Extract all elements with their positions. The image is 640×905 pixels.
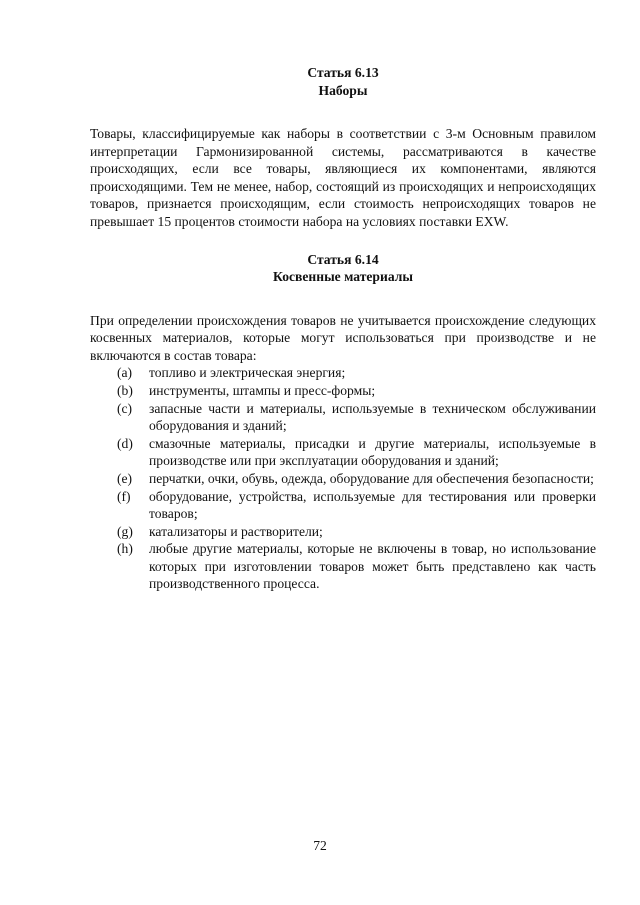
list-item — [117, 523, 596, 541]
list-item — [117, 540, 596, 593]
article-614-title: Статья 6.14 — [307, 251, 379, 267]
list-item-text: любые другие материалы, которые не включены в товар, но использование которых при изготовлении товаров может быть представлено как часть производственного процесса. — [149, 541, 596, 592]
document-page — [90, 64, 596, 593]
article-613-subtitle: Наборы — [318, 82, 368, 98]
list-item-text: смазочные материалы, присадки и другие материалы, используемые в производстве или при эксплуатации оборудования и зданий; — [149, 435, 596, 469]
list-item — [117, 364, 596, 382]
list-item — [117, 470, 596, 488]
article-613-paragraph: Товары, классифицируемые как наборы в соответствии с 3-м Основным правилом интерпретации Гармонизированной системы, рассматриваются в качестве происходящих, если все товары, являющиеся их компонентами, являются происходящими. Тем не менее, набор, состоящий из происходящих и непроисходящих товаров, признается происходящим, если стоимость непроисходящих товаров не превышает 15 процентов стоимости набора на условиях поставки EXW. — [90, 126, 596, 229]
list-item-text: инструменты, штампы и пресс-формы; — [149, 382, 376, 398]
page-number: 72 — [313, 838, 327, 853]
article-613-heading — [90, 64, 596, 99]
list-marker: (h) — [117, 541, 133, 557]
article-614-heading — [90, 251, 596, 286]
list-item-text: оборудование, устройства, используемые для тестирования или проверки товаров; — [149, 488, 596, 522]
list-marker: (b) — [117, 382, 133, 398]
list-item — [117, 488, 596, 523]
list-item — [117, 435, 596, 470]
list-marker: (a) — [117, 365, 133, 381]
list-item-text: топливо и электрическая энергия; — [149, 365, 346, 381]
list-marker: (c) — [117, 400, 133, 416]
list-item-text: перчатки, очки, обувь, одежда, оборудование для обеспечения безопасности; — [149, 470, 594, 486]
list-item — [117, 382, 596, 400]
list-item-text: запасные части и материалы, используемые в техническом обслуживании оборудования и зданий; — [149, 400, 596, 434]
article-613-title: Статья 6.13 — [307, 65, 379, 80]
list-item-text: катализаторы и растворители; — [149, 523, 323, 539]
article-614-subtitle: Косвенные материалы — [273, 269, 413, 285]
list-item — [117, 400, 596, 435]
list-marker: (f) — [117, 488, 131, 504]
indirect-materials-list — [117, 364, 596, 593]
article-614-intro: При определении происхождения товаров не учитывается происхождение следующих косвенных материалов, которые могут использоваться при производстве и не включаются в состав товара: — [90, 312, 596, 363]
list-marker: (d) — [117, 435, 133, 451]
list-marker: (e) — [117, 470, 133, 486]
list-marker: (g) — [117, 523, 133, 539]
